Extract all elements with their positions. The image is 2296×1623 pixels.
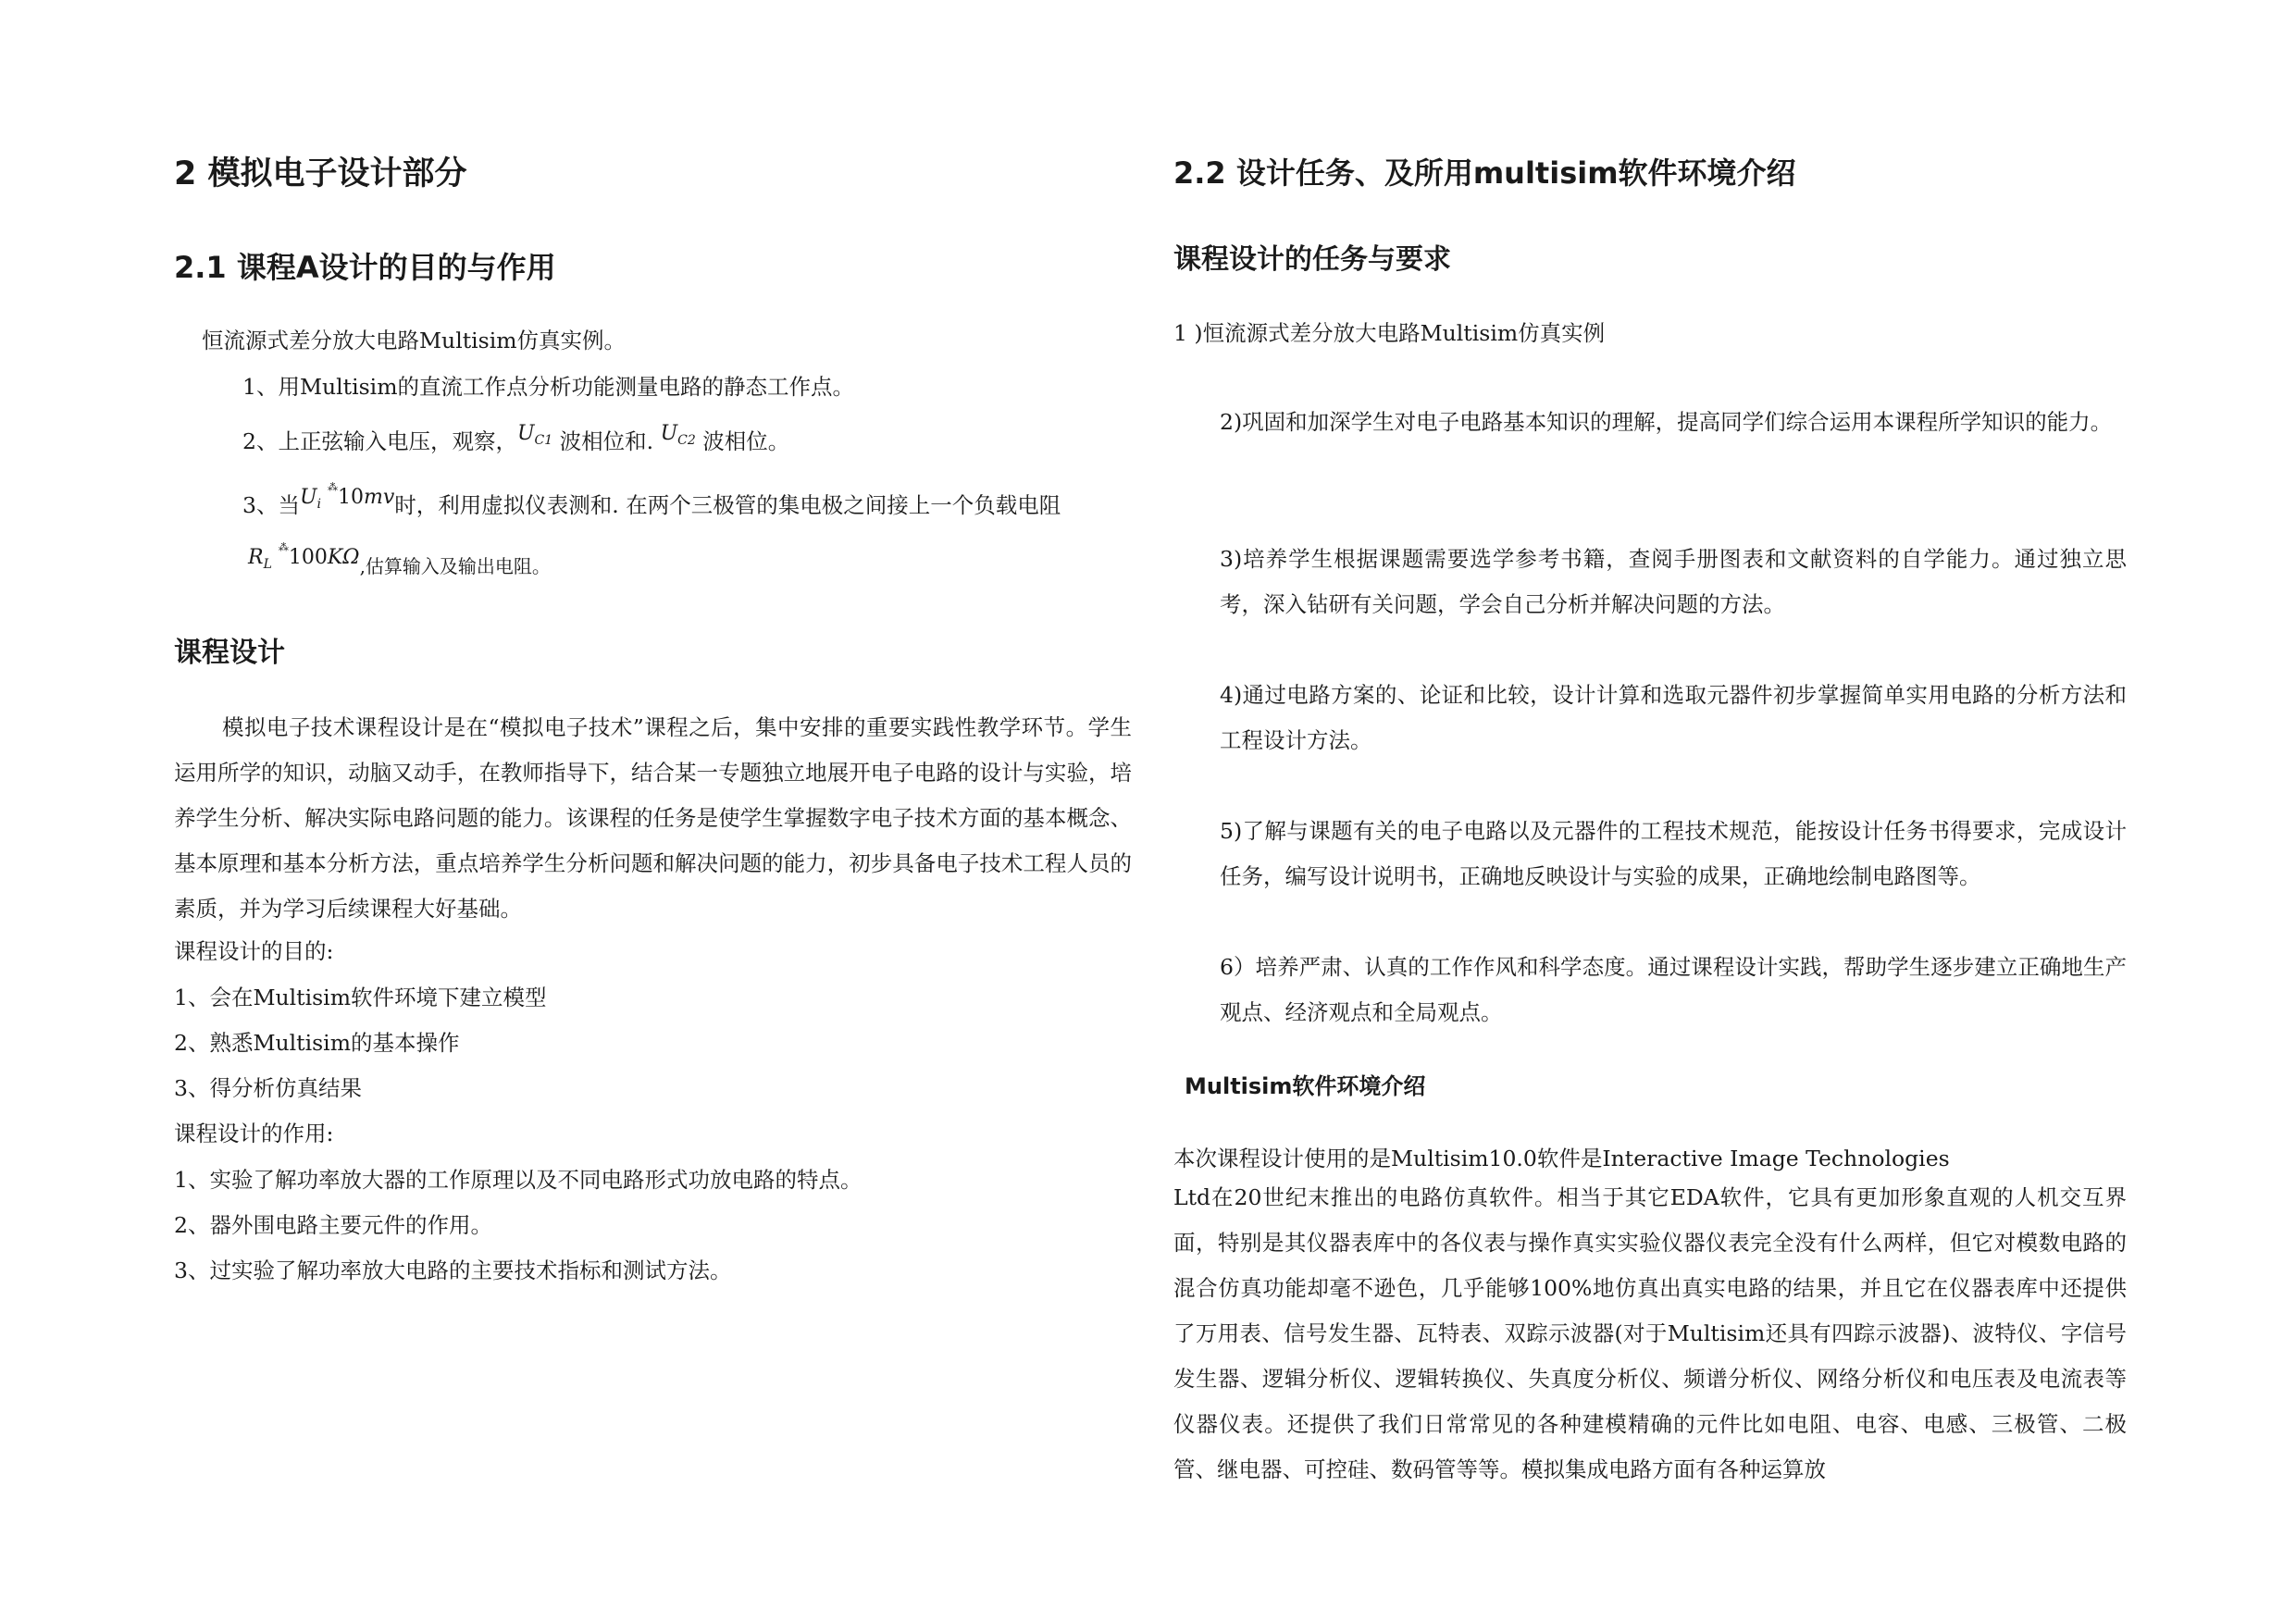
formula-uc1: $U_{C1}$ (516, 422, 553, 448)
item-2-text-a: 2、上正弦输入电压，观察， (242, 428, 517, 454)
task-heading: 课程设计的任务与要求 (1173, 243, 1451, 276)
course-design-paragraph: 模拟电子技术课程设计是在“模拟电子技术”课程之后，集中安排的重要实践性教学环节。学生运用所学的知识，动脑又动手，在教师指导下，结合某一专题独立地展开电子电路的设计与实验，培养学生分析、解决实际电路问题的能力。该课程的任务是使学生掌握数字电子技术方面的基本概念、基本原理和基本分析方法，重点培养学生分析问题和解决问题的能力，初步具备电子技术工程人员的素质，并为学习后续课程大好基础。 (174, 714, 1132, 922)
course-design-heading: 课程设计 (174, 637, 285, 669)
formula-rl: $R_L$ ⁂100KΩ (248, 541, 360, 572)
task-item-6: 6）培养严肃、认真的工作作风和科学态度。通过课程设计实践，帮助学生逐步建立正确地生产观点、经济观点和全局观点。 (1220, 954, 2127, 1025)
item-3-text-b: 时，利用虚拟仪表测和 (394, 492, 613, 518)
task-item-2: 2)巩固和加深学生对电子电路基本知识的理解，提高同学们综合运用本课程所学知识的能力。 (1220, 409, 2113, 435)
item-1: 1、用Multisim的直流工作点分析功能测量电路的静态工作点。 (242, 374, 854, 400)
task-item-5: 5)了解与课题有关的电子电路以及元器件的工程技术规范，能按设计任务书得要求，完成设计任务，编写设计说明书，正确地反映设计与实验的成果，正确地绘制电路图等。 (1220, 818, 2127, 889)
section-heading-2-1: 2.1 课程A设计的目的与作用 (174, 250, 556, 285)
task-item-4: 4)通过电路方案的、论证和比较，设计计算和选取元器件初步掌握简单实用电路的分析方法和工程设计方法。 (1220, 682, 2127, 753)
purpose-item: 2、熟悉Multisim的基本操作 (174, 1030, 460, 1056)
purpose-item: 1、会在Multisim软件环境下建立模型 (174, 985, 547, 1010)
multisim-paragraph: Ltd在20世纪末推出的电路仿真软件。相当于其它EDA软件，它具有更加形象直观的人机交互界面，特别是其仪器表库中的各仪表与操作真实实验仪器仪表完全没有什么两样，但它对模数电路的混合仿真功能却毫不逊色，几乎能够100%地仿真出真实电路的结果，并且它在仪器表库中还提供了万用表、信号发生器、瓦特表、双踪示波器(对于Multisim还具有四踪示波器)、波特仪、字信号发生器、逻辑分析仪、逻辑转换仪、失真度分析仪、频谱分析仪、网络分析仪和电压表及电流表等仪器仪表。还提供了我们日常常见的各种建模精确的元件比如电阻、电容、电感、三极管、二极管、继电器、可控硅、数码管等等。模拟集成电路方面有各种运算放 (1173, 1184, 2127, 1482)
function-item: 2、器外围电路主要元件的作用。 (174, 1212, 492, 1238)
function-item: 1、实验了解功率放大器的工作原理以及不同电路形式功放电路的特点。 (174, 1167, 863, 1193)
multisim-heading: Multisim软件环境介绍 (1185, 1073, 1426, 1099)
item-2: 2、上正弦输入电压，观察，$U_{C1}$ 波相位和. $U_{C2}$ 波相位。 (242, 422, 790, 454)
item-3-text-c: 在两个三极管的集电极之间接上一个负载电阻 (626, 492, 1061, 518)
purpose-label: 课程设计的目的: (174, 938, 334, 964)
item-3-text-a: 3、当 (242, 492, 300, 518)
purpose-item: 3、得分析仿真结果 (174, 1075, 362, 1101)
section-heading-2-2: 2.2 设计任务、及所用multisim软件环境介绍 (1173, 155, 1796, 191)
task-item-3: 3)培养学生根据课题需要选学参考书籍，查阅手册图表和文献资料的自学能力。通过独立思考，深入钻研有关问题，学会自己分析并解决问题的方法。 (1220, 546, 2127, 617)
multisim-intro-line: 本次课程设计使用的是Multisim10.0软件是Interactive Image Technologies (1173, 1146, 1950, 1171)
formula-uc2: $U_{C2}$ (660, 422, 696, 448)
function-item: 3、过实验了解功率放大电路的主要技术指标和测试方法。 (174, 1258, 732, 1283)
task-item-1: 1 )恒流源式差分放大电路Multisim仿真实例 (1173, 320, 1606, 346)
item-3-text-d: ,估算输入及输出电阻。 (359, 555, 551, 577)
item-2-text-b: 波相位和 (559, 428, 647, 454)
item-3: 3、当$U_i$ ⁂10mv时，利用虚拟仪表测和. 在两个三极管的集电极之间接上一个负载电阻 (242, 481, 1061, 518)
formula-ui: $U_i$ ⁂10mv (299, 481, 395, 512)
intro-line: 恒流源式差分放大电路Multisim仿真实例。 (202, 328, 627, 353)
chapter-heading: 2 模拟电子设计部分 (174, 155, 467, 192)
item-3-line-2 (248, 541, 551, 585)
function-label: 课程设计的作用: (174, 1121, 334, 1146)
item-2-text-c: 波相位。 (702, 428, 790, 454)
